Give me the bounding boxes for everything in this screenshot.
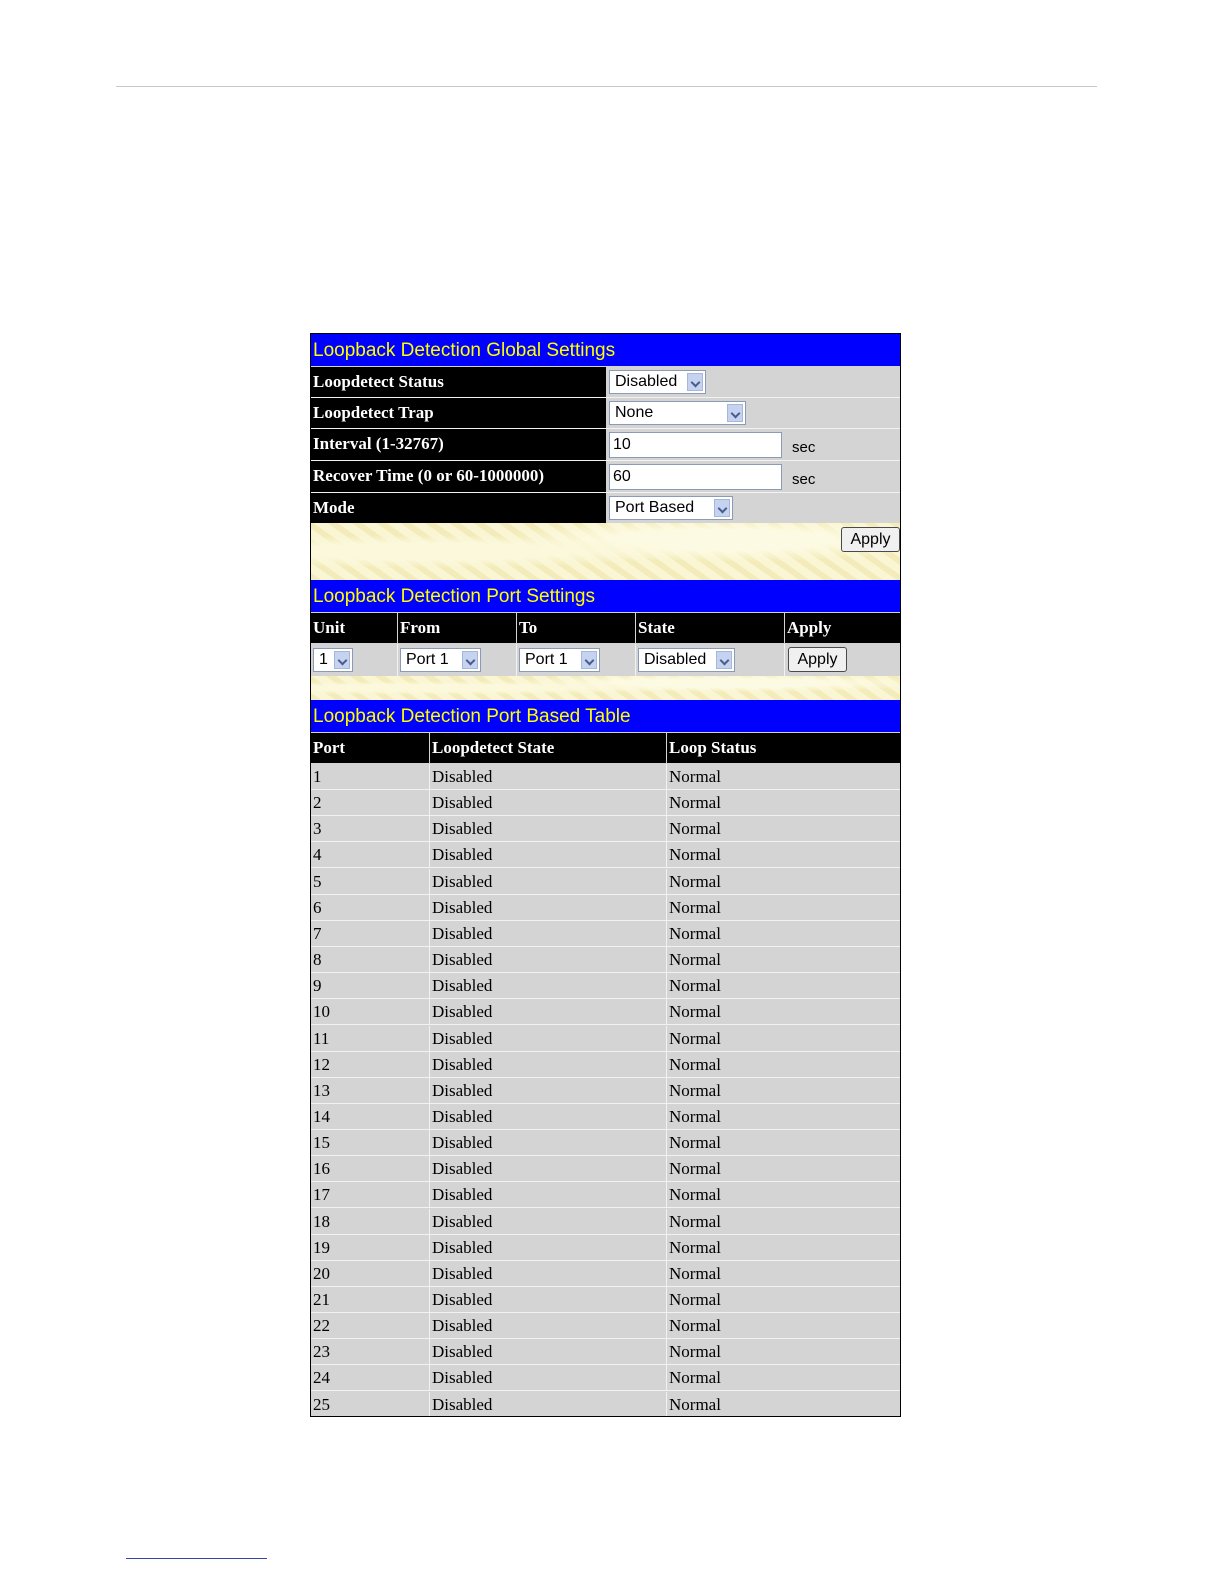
- loopdetect-state-cell: Disabled: [432, 950, 493, 969]
- state-value: Disabled: [644, 651, 707, 668]
- port-cell: 12: [313, 1054, 330, 1074]
- column-divider: [666, 1026, 667, 1052]
- column-divider: [784, 644, 785, 676]
- chevron-down-icon[interactable]: [716, 651, 732, 669]
- table-row: [311, 947, 900, 973]
- loop-status-cell: Normal: [669, 897, 721, 917]
- loopdetect-status-cell: [607, 367, 900, 397]
- column-divider: [666, 1209, 667, 1235]
- loopdetect-state-cell: Disabled: [432, 1263, 493, 1283]
- loopdetect-status-select[interactable]: [609, 370, 706, 394]
- chevron-down-icon[interactable]: [727, 404, 743, 422]
- loop-status-cell: Normal: [669, 871, 721, 891]
- column-divider: [666, 869, 667, 895]
- column-divider: [429, 973, 430, 999]
- port-cell: 22: [313, 1316, 330, 1336]
- loopdetect-state-cell: Disabled: [432, 923, 493, 943]
- loopdetect-state-cell: Disabled: [432, 1028, 493, 1048]
- table-row: [311, 790, 900, 816]
- port-cell: 1: [313, 767, 322, 786]
- table-row: [311, 973, 900, 999]
- loopdetect-state-cell: Disabled: [432, 1080, 493, 1100]
- port-cell: 11: [313, 1028, 330, 1048]
- column-divider: [429, 764, 430, 790]
- recover-time-unit: sec: [792, 471, 816, 488]
- table-row: [311, 1182, 900, 1208]
- loopdetect-state-cell: Disabled: [432, 1002, 493, 1022]
- loop-status-cell: Normal: [669, 1002, 721, 1022]
- loop-status-cell: Normal: [669, 819, 721, 839]
- port-cell: 16: [313, 1159, 330, 1179]
- port-apply-button[interactable]: Apply: [788, 647, 847, 672]
- chevron-down-icon[interactable]: [581, 651, 597, 669]
- loopdetect-trap-value: None: [615, 404, 654, 421]
- loopdetect-trap-label: Loopdetect Trap: [311, 398, 606, 428]
- unit-select[interactable]: [313, 648, 353, 672]
- port-cell: 13: [313, 1080, 330, 1100]
- to-port-select[interactable]: [519, 648, 600, 672]
- port-cell: 4: [313, 845, 322, 865]
- column-divider: [429, 842, 430, 868]
- loop-status-cell: Normal: [669, 1211, 721, 1231]
- column-divider: [429, 1078, 430, 1104]
- loopdetect-state-cell: Disabled: [432, 1133, 493, 1153]
- column-divider: [429, 1052, 430, 1078]
- port-cell: 9: [313, 976, 322, 996]
- loop-status-cell: Normal: [669, 923, 721, 943]
- column-divider: [429, 947, 430, 973]
- loopdetect-state-cell: Disabled: [432, 1054, 493, 1074]
- mode-label: Mode: [311, 493, 606, 523]
- column-divider: [516, 644, 517, 676]
- column-divider: [429, 1339, 430, 1365]
- loop-status-cell: Normal: [669, 950, 721, 969]
- port-cell: 23: [313, 1342, 330, 1362]
- loopback-detection-panel: [310, 333, 901, 1417]
- chevron-down-icon[interactable]: [687, 373, 703, 391]
- port-cell: 6: [313, 897, 322, 917]
- loop-status-cell: Normal: [669, 1290, 721, 1309]
- column-divider: [429, 869, 430, 895]
- port-cell: 19: [313, 1237, 330, 1257]
- chevron-down-icon[interactable]: [334, 651, 350, 669]
- loop-status-cell: Normal: [669, 1159, 721, 1179]
- column-divider: [429, 1365, 430, 1391]
- mode-value: Port Based: [615, 499, 695, 516]
- state-select[interactable]: [638, 648, 735, 672]
- column-divider: [666, 921, 667, 947]
- column-divider: [666, 816, 667, 842]
- chevron-down-icon[interactable]: [462, 651, 478, 669]
- loopdetect-state-cell: Disabled: [432, 1107, 493, 1126]
- global-apply-area: [311, 523, 900, 580]
- port-settings-title: Loopback Detection Port Settings: [311, 580, 900, 612]
- mode-select[interactable]: [609, 496, 733, 520]
- column-divider: [666, 1130, 667, 1156]
- table-row: [311, 1261, 900, 1287]
- table-row: [311, 1392, 900, 1417]
- loop-status-cell: Normal: [669, 1133, 721, 1153]
- from-port-value: Port 1: [406, 651, 449, 668]
- port-cell: 5: [313, 871, 322, 891]
- column-divider: [429, 1182, 430, 1208]
- loop-status-cell: Normal: [669, 1368, 721, 1388]
- loop-status-cell: Normal: [669, 1316, 721, 1336]
- interval-input[interactable]: 10: [609, 432, 782, 458]
- loopdetect-state-cell: Disabled: [432, 1316, 493, 1336]
- loop-status-cell: Normal: [669, 845, 721, 865]
- column-divider: [666, 1235, 667, 1261]
- column-divider: [666, 1104, 667, 1130]
- interval-unit: sec: [792, 439, 816, 456]
- from-port-select[interactable]: [400, 648, 481, 672]
- top-rule: [116, 86, 1097, 87]
- port-cell: 21: [313, 1290, 330, 1309]
- column-divider: [666, 1313, 667, 1339]
- column-divider: [429, 1209, 430, 1235]
- recover-time-input[interactable]: 60: [609, 464, 782, 490]
- loop-status-cell: Normal: [669, 1185, 721, 1205]
- table-row: [311, 842, 900, 868]
- column-divider: [429, 895, 430, 921]
- table-row: [311, 999, 900, 1025]
- port-settings-header-unit: Unit: [311, 613, 397, 643]
- table-row: [311, 1235, 900, 1261]
- loop-status-cell: Normal: [669, 1342, 721, 1362]
- column-divider: [666, 1392, 667, 1417]
- column-divider: [429, 1156, 430, 1182]
- port-cell: 25: [313, 1394, 330, 1414]
- loopdetect-state-cell: Disabled: [432, 1237, 493, 1257]
- loopdetect-state-cell: Disabled: [432, 1185, 493, 1205]
- column-divider: [397, 644, 398, 676]
- table-row: [311, 869, 900, 895]
- port-cell: 20: [313, 1263, 330, 1283]
- loop-status-cell: Normal: [669, 1394, 721, 1414]
- loopdetect-state-cell: Disabled: [432, 1342, 493, 1362]
- loopdetect-state-cell: Disabled: [432, 1290, 493, 1309]
- table-row: [311, 764, 900, 790]
- port-settings-row: [311, 644, 900, 676]
- unit-value: 1: [319, 651, 328, 668]
- column-divider: [666, 1156, 667, 1182]
- column-divider: [666, 1287, 667, 1313]
- column-divider: [666, 1365, 667, 1391]
- port-settings-header-apply: Apply: [785, 613, 900, 643]
- loop-status-cell: Normal: [669, 1028, 721, 1048]
- table-row: [311, 1313, 900, 1339]
- column-divider: [666, 973, 667, 999]
- loopdetect-state-cell: Disabled: [432, 767, 493, 786]
- port-cell: 15: [313, 1133, 330, 1153]
- table-row: [311, 1287, 900, 1313]
- loop-status-cell: Normal: [669, 793, 721, 813]
- table-row: [311, 1104, 900, 1130]
- port-cell: 18: [313, 1211, 330, 1231]
- column-divider: [429, 1104, 430, 1130]
- port-settings-spacer: [311, 676, 900, 700]
- table-row: [311, 816, 900, 842]
- table-row: [311, 1026, 900, 1052]
- column-divider: [429, 816, 430, 842]
- loopdetect-trap-cell: [607, 398, 900, 428]
- column-divider: [429, 1130, 430, 1156]
- loop-status-cell: Normal: [669, 1107, 721, 1126]
- loopdetect-state-cell: Disabled: [432, 871, 493, 891]
- table-row: [311, 1339, 900, 1365]
- column-divider: [666, 1339, 667, 1365]
- loopdetect-state-cell: Disabled: [432, 819, 493, 839]
- column-divider: [666, 895, 667, 921]
- loop-status-cell: Normal: [669, 1237, 721, 1257]
- recover-time-label: Recover Time (0 or 60-1000000): [311, 461, 606, 492]
- bottom-rule: [126, 1558, 267, 1559]
- port-table-header-loop-status: Loop Status: [667, 733, 900, 763]
- loop-status-cell: Normal: [669, 1080, 721, 1100]
- loopdetect-trap-select[interactable]: [609, 401, 746, 425]
- column-divider: [666, 790, 667, 816]
- port-table-title: Loopback Detection Port Based Table: [311, 700, 900, 732]
- port-cell: 17: [313, 1185, 330, 1205]
- port-cell: 10: [313, 1002, 330, 1022]
- loopdetect-state-cell: Disabled: [432, 1159, 493, 1179]
- port-settings-header-to: To: [517, 613, 635, 643]
- recover-time-cell: [607, 461, 900, 492]
- column-divider: [635, 644, 636, 676]
- loopdetect-state-cell: Disabled: [432, 1394, 493, 1414]
- port-cell: 3: [313, 819, 322, 839]
- column-divider: [429, 999, 430, 1025]
- column-divider: [666, 1052, 667, 1078]
- column-divider: [429, 1261, 430, 1287]
- column-divider: [429, 1026, 430, 1052]
- port-settings-header-state: State: [636, 613, 784, 643]
- column-divider: [429, 1392, 430, 1417]
- port-table-header-port: Port: [311, 733, 429, 763]
- chevron-down-icon[interactable]: [714, 499, 730, 517]
- port-cell: 2: [313, 793, 322, 813]
- column-divider: [429, 1235, 430, 1261]
- table-row: [311, 1130, 900, 1156]
- column-divider: [429, 1313, 430, 1339]
- loop-status-cell: Normal: [669, 767, 721, 786]
- column-divider: [666, 1182, 667, 1208]
- interval-label: Interval (1-32767): [311, 429, 606, 460]
- table-row: [311, 1209, 900, 1235]
- loopdetect-state-cell: Disabled: [432, 845, 493, 865]
- loopdetect-status-value: Disabled: [615, 373, 678, 390]
- column-divider: [666, 947, 667, 973]
- column-divider: [429, 790, 430, 816]
- port-cell: 7: [313, 923, 322, 943]
- column-divider: [666, 764, 667, 790]
- loopdetect-state-cell: Disabled: [432, 897, 493, 917]
- column-divider: [666, 842, 667, 868]
- table-row: [311, 1365, 900, 1391]
- column-divider: [666, 1261, 667, 1287]
- table-row: [311, 1156, 900, 1182]
- column-divider: [666, 999, 667, 1025]
- table-row: [311, 1052, 900, 1078]
- port-settings-header-from: From: [398, 613, 516, 643]
- loopdetect-state-cell: Disabled: [432, 976, 493, 996]
- loopdetect-status-label: Loopdetect Status: [311, 367, 606, 397]
- to-port-value: Port 1: [525, 651, 568, 668]
- column-divider: [429, 921, 430, 947]
- mode-cell: [607, 493, 900, 523]
- loop-status-cell: Normal: [669, 976, 721, 996]
- port-cell: 14: [313, 1107, 330, 1126]
- loopdetect-state-cell: Disabled: [432, 793, 493, 813]
- global-apply-button[interactable]: Apply: [841, 527, 900, 552]
- port-cell: 24: [313, 1368, 330, 1388]
- port-table-header-state: Loopdetect State: [430, 733, 666, 763]
- interval-cell: [607, 429, 900, 460]
- loop-status-cell: Normal: [669, 1263, 721, 1283]
- loopdetect-state-cell: Disabled: [432, 1211, 493, 1231]
- table-row: [311, 921, 900, 947]
- column-divider: [666, 1078, 667, 1104]
- loop-status-cell: Normal: [669, 1054, 721, 1074]
- column-divider: [429, 1287, 430, 1313]
- table-row: [311, 895, 900, 921]
- loopdetect-state-cell: Disabled: [432, 1368, 493, 1388]
- table-row: [311, 1078, 900, 1104]
- global-settings-title: Loopback Detection Global Settings: [311, 334, 900, 366]
- port-cell: 8: [313, 950, 322, 969]
